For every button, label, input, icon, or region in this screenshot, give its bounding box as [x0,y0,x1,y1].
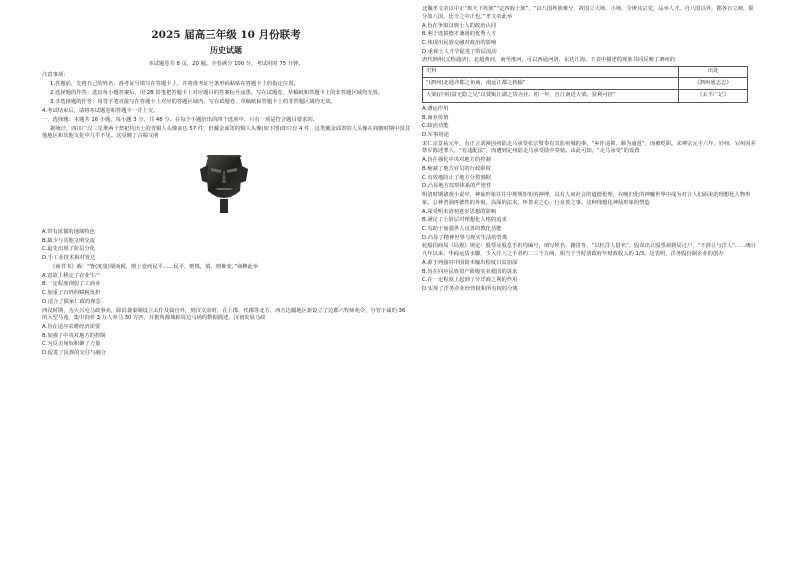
notice-item: 4.考试结束后，请将本试题卷和答题卡一并上交。 [42,107,159,114]
question-6-option: D.凸显地方监察体系的严密性 [422,183,492,190]
left-column [42,28,410,359]
question-4-option: B.利于选拔德才兼备的优秀人才 [422,31,497,38]
notice-item: 1.答题前，先将自己的姓名、准考证号填写在答题卡上，并将准考证号条形码粘贴在答题卡上的指定位置。 [50,80,299,87]
right-column [422,6,758,295]
source-table [422,66,748,103]
bronze-head-with-gold-mask-image [182,151,266,217]
question-5-option: B.商业价值 [422,114,449,121]
question-6-option: A.旨在强化中央对地方的控制 [422,157,491,164]
table-header-row [423,67,748,78]
question-1-option: B.缺少与其他文明交流 [42,237,95,244]
question-5-stem: 唐代泗州(又称通济)，北超黄河，南至淮河，可以西通河洛，东达江海。下表中描述的现象共同反映了泗州的 [422,57,676,64]
question-6-option: B.缩减了地方官员的行政职权 [422,165,491,172]
question-8-stem: 轮船招商局《局规》规定：股票及股息手折均编号，填写姓名、籍贯等，“以杜洋人借名”；股东出让股票须到局过户，“不准让与洋人”……统计九年以来，华商运货水脚，少入洋人之手者约二三千万两，相当于当时清政府年财政收入的 1/3。这表明，洋务股份制企业的创办 [422,243,757,257]
question-4-option: D.重视士人才学促进了阶层流动 [422,48,497,55]
question-7-option: B.满足了士阶层对理想化人格的追求 [422,217,507,224]
question-5-option: A.漕运作用 [422,105,449,112]
question-3-option: D.促进了民族的交往与融合 [42,350,107,357]
question-3-option: A.旨在适应农耕经济需要 [42,324,101,331]
notice-heading: 注意事项： [42,71,69,78]
question-4-option: C.体现出民族交融对政治的影响 [422,39,497,46]
page-subtitle: 历史试题 [210,44,242,55]
table-cell: 《太平广记》 [679,90,748,103]
table-row [423,90,748,103]
notice-item: 2.选择题的作答：选出每小题答案后，用 2B 铅笔把答题卡上对应题目的答案标号涂黑。写在试题卷、草稿纸和答题卡上的非答题区域均无效。 [50,89,384,96]
question-2-option: A.意欲上移定了农业生产 [42,272,101,279]
question-1-stem: 据统计，四川广汉三星堆两个祭祀坑出土的青铜人头像多达 57 件，但戴金面罩的铜人头像(如下图)却只有 4 件，这类戴金面罩的人头像在商朝时期中国其他地区和其他文化中几乎不见。这反映了古蜀文明 [42,125,410,140]
question-8-option: B.旨在回应民族资产阶级实业救国的诉求 [422,268,518,275]
question-3-stem: 西汉时期，为大兴屯马政事业，除沿袭秦制设立太仆及属官外，到汉文帝时，在上郡、代郡等北方、西方边疆地区新设立了边郡六牧师苑令，分管下属的 36 所大型马苑，集中饲养 3 万人养马 30 万匹，并据所都城和周边马场的数据描述。汉初发展马政 [42,307,406,322]
question-8-option: D.实现了洋务企业经营权和所有权的分离 [422,286,518,293]
notice-item: 3.非选择题的作答：用签字笔直接写在答题卡上对应的答题区域内。写在试题卷、草稿纸和答题卡上的非答题区域均无效。 [50,98,336,105]
question-2-option: B.一定程度削弱了工商业 [42,281,101,288]
question-3-option: B.加强了中央对地方的控制 [42,332,106,339]
table-row [423,77,748,90]
question-1-option: C.最先出现了阶层分化 [42,246,96,253]
question-2-option: D.适合了儒家仁政的理念 [42,298,101,305]
question-6-stem: 宋仁宗景祐元年，有正言刘涣因州陆走马承受张宗璧奏有其监州城的事，“乡作违抑、颇为逾邕”，而被贬职。宋神宗元丰六年，钤州、宕州因差禁军陈述罪人，“有违配法”，而遭到定州陆走马承受陆中奏劾。由此可知，“走马承受”的设置 [422,140,756,155]
bronze-head-figure [42,151,410,217]
question-4-stem: 北魏孝文帝以中正“班天下姓族”“定四海士族”，“以八国姓族难分，故国立大师、小师，令辨其宗党，品举人才。自八国以外，郡各自立师，职分如八国，比今之中正也。”孝文帝此举 [422,6,754,20]
question-2-stem: 《商君书》载：“訾(度量)粟而税，则上壹而民平……民平，则慎，慎，则难变。”商鞅此举 [50,263,259,270]
exam-info: 本试题卷共 8 页，20 题。全卷满分 100 分，考试用时 75 分钟。 [148,61,304,68]
table-cell: 大梁(汴州)富无隐之兄“以贾贩江湖之货为业。初一年，自江南近大梁，获利可倍” [423,90,679,103]
question-5-option: D.军事用途 [422,132,449,139]
table-cell: “(泗州)北通齐郡之鱼商，南运江都之转输” [423,77,679,90]
table-cell: 《泗州通志志》 [679,77,748,90]
question-8-option: A.源于列强对中国资本输出程度日益加深 [422,259,518,266]
question-8-option: C.在一定程度上起到了分洋商之利的作用 [422,277,518,284]
question-2-option: C.加重了百姓的赋税负担 [42,290,101,297]
question-7-option: C.有助于加强世人良善的教化功能 [422,226,502,232]
question-7-option: D.凸显了精神世界与现实生活的背离 [422,234,508,241]
question-6-option: C.有效地防止了地方分裂割据 [422,174,491,181]
question-1-option: A.带有浓郁的地域特色 [42,228,95,235]
question-4-option: A.旨在争取汉族士人的政治认同 [422,22,497,29]
question-3-option: C.为反击匈奴积聚了力量 [42,341,101,348]
question-5-option: C.政治功能 [422,123,449,130]
table-header-cell: 史料 [423,67,679,78]
table-header-cell: 出处 [679,67,748,78]
section-intro: 一、选择题：本题共 16 小题，每小题 3 分，共 48 分。在每个小题给出的四个选项中，只有一项是符合题目要求的。 [42,116,318,123]
page-title: 2025 届高三年级 10 月份联考 [151,29,301,41]
question-7-stem: 明清时期诸戏小说中，神仙形象往往中规规矩矩的神博，具有人间社会的道德伦理，在晚归化的神魔世界中成为对合人们面美的理想化人物形象。公神普洞再德性的外貌，高深的法术，怀善美之心，行良善之事。这种理想化神仙形象的塑造 [422,192,751,206]
question-7-option: A.深受明末清初进步思想的影响 [422,208,497,215]
question-1-option: D.手工业技术相对发达 [42,255,96,262]
